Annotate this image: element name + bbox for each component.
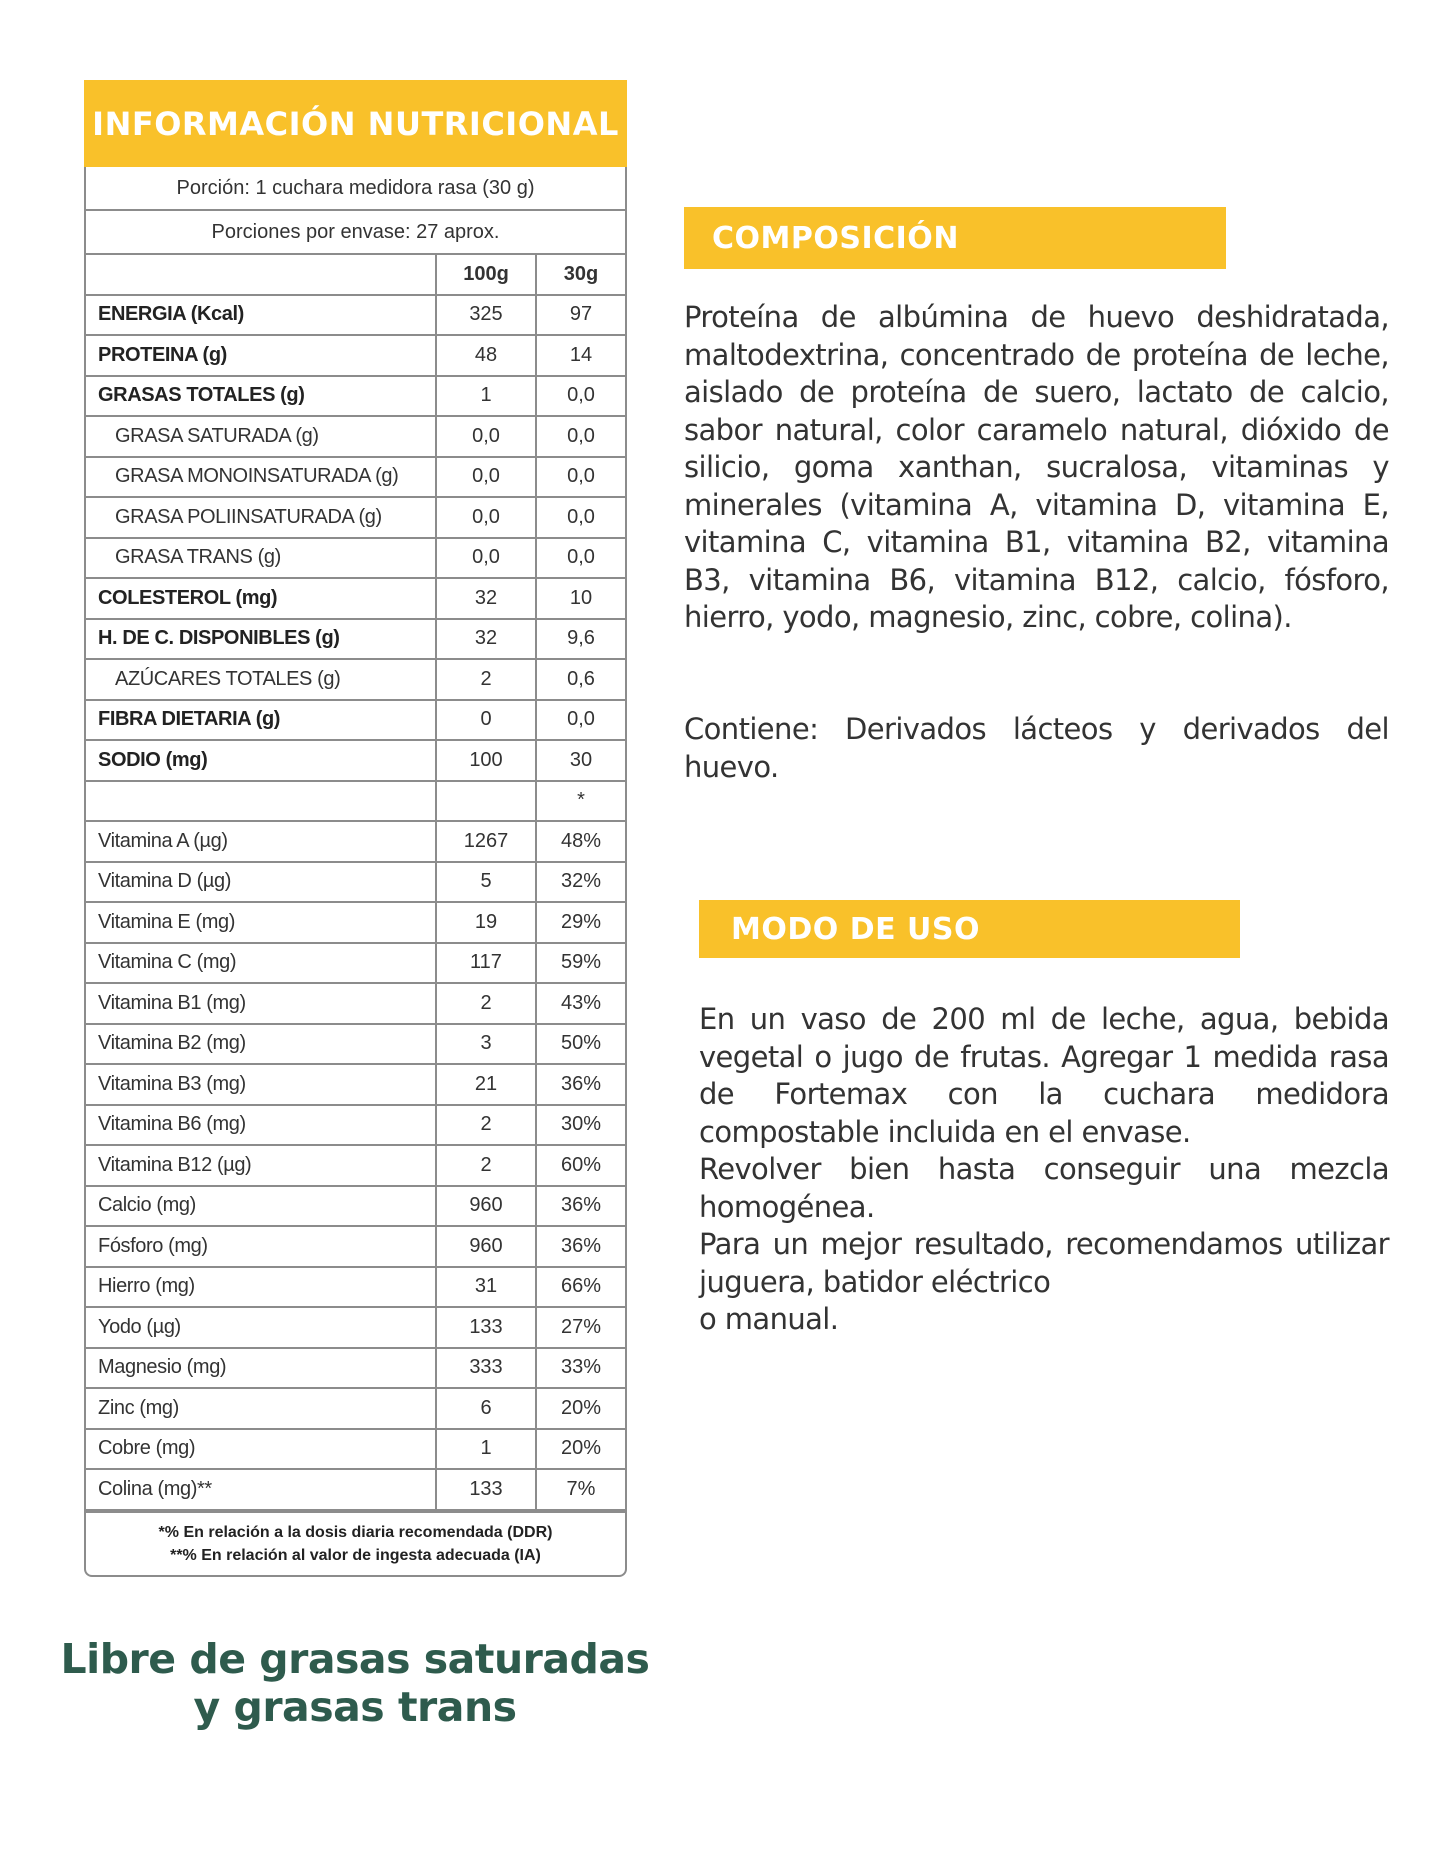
vitamin-percent: 30%: [536, 1105, 625, 1146]
table-row: [86, 1469, 625, 1510]
modo-de-uso-header: [699, 900, 1240, 958]
nutrient-value-100g: 48: [436, 335, 536, 376]
nutrient-label: GRASA POLIINSATURADA (g): [86, 497, 436, 538]
nutrient-value-100g: 0,0: [436, 538, 536, 579]
serving-size: Porción: 1 cuchara medidora rasa (30 g): [86, 167, 625, 211]
nutrient-value-30g: 0,6: [536, 659, 625, 700]
vitamin-value-100g: 2: [436, 983, 536, 1024]
nutrient-value-30g: 0,0: [536, 416, 625, 457]
modo-paragraph-3: Para un mejor resultado, recomendamos utilizar juguera, batidor eléctrico: [699, 1227, 1389, 1299]
nutrient-value-30g: 14: [536, 335, 625, 376]
table-row: [86, 1145, 625, 1186]
vitamin-label: Vitamina C (mg): [86, 943, 436, 984]
nutrient-label: GRASA SATURADA (g): [86, 416, 436, 457]
column-header-30g: 30g: [536, 255, 625, 295]
vitamin-percent: 29%: [536, 902, 625, 943]
vitamin-label: Vitamina B3 (mg): [86, 1064, 436, 1105]
vitamin-value-100g: 2: [436, 1145, 536, 1186]
table-row: [86, 1388, 625, 1429]
vitamin-percent: 59%: [536, 943, 625, 984]
vitamin-value-100g: 6: [436, 1388, 536, 1429]
nutrient-value-100g: 1: [436, 376, 536, 417]
vitamin-label: Hierro (mg): [86, 1267, 436, 1308]
nutrient-label: GRASAS TOTALES (g): [86, 376, 436, 417]
modo-de-uso-title: MODO DE USO: [731, 911, 981, 947]
vitamin-value-100g: 19: [436, 902, 536, 943]
modo-paragraph-2: Revolver bien hasta conseguir una mezcla homogénea.: [699, 1152, 1389, 1224]
modo-paragraph-3-end: o manual.: [699, 1302, 839, 1336]
percent-header-row: [86, 781, 625, 822]
table-row: [86, 578, 625, 619]
nutrient-label: COLESTEROL (mg): [86, 578, 436, 619]
slogan: [55, 1635, 655, 1731]
nutrient-label: ENERGIA (Kcal): [86, 295, 436, 336]
vitamin-percent: 7%: [536, 1469, 625, 1510]
nutrient-label: SODIO (mg): [86, 740, 436, 781]
table-row: [86, 1348, 625, 1389]
table-row: [86, 700, 625, 741]
vitamin-label: Zinc (mg): [86, 1388, 436, 1429]
table-row: [86, 295, 625, 336]
vitamin-label: Vitamina B6 (mg): [86, 1105, 436, 1146]
vitamin-percent: 27%: [536, 1307, 625, 1348]
table-row: [86, 497, 625, 538]
vitamin-label: Vitamina D (µg): [86, 862, 436, 903]
vitamin-label: Calcio (mg): [86, 1186, 436, 1227]
nutrient-value-30g: 9,6: [536, 619, 625, 660]
vitamin-label: Yodo (µg): [86, 1307, 436, 1348]
table-row: [86, 457, 625, 498]
nutrient-value-100g: 325: [436, 295, 536, 336]
table-header-row: [86, 255, 625, 295]
nutrient-value-30g: 0,0: [536, 538, 625, 579]
nutrient-value-30g: 97: [536, 295, 625, 336]
empty-header-cell: [86, 255, 436, 295]
nutrition-table: [86, 255, 625, 1511]
table-row: [86, 376, 625, 417]
table-row: [86, 983, 625, 1024]
nutrition-table-box: [84, 167, 627, 1577]
composicion-header: [684, 207, 1226, 269]
vitamin-label: Colina (mg)**: [86, 1469, 436, 1510]
vitamin-value-100g: 960: [436, 1226, 536, 1267]
modo-paragraph-1: En un vaso de 200 ml de leche, agua, bebida vegetal o jugo de frutas. Agregar 1 medida rasa de Fortemax con la cuchara medidora compostable incluida en el envase.: [699, 1002, 1389, 1149]
modo-de-uso-text: [699, 1001, 1389, 1339]
servings-per-container: Porciones por envase: 27 aprox.: [86, 211, 625, 255]
nutrient-label: GRASA TRANS (g): [86, 538, 436, 579]
vitamin-percent: 50%: [536, 1024, 625, 1065]
vitamin-value-100g: 1267: [436, 821, 536, 862]
nutrition-table-body: [86, 255, 625, 1510]
nutrient-value-30g: 10: [536, 578, 625, 619]
vitamin-percent: 36%: [536, 1226, 625, 1267]
contiene-text: Contiene: Derivados lácteos y derivados del huevo.: [684, 712, 1389, 784]
nutrient-value-100g: 2: [436, 659, 536, 700]
table-row: [86, 740, 625, 781]
vitamin-label: Fósforo (mg): [86, 1226, 436, 1267]
vitamin-label: Vitamina A (µg): [86, 821, 436, 862]
vitamin-percent: 32%: [536, 862, 625, 903]
percent-star-header: *: [536, 781, 625, 822]
vitamin-value-100g: 2: [436, 1105, 536, 1146]
nutrient-label: GRASA MONOINSATURADA (g): [86, 457, 436, 498]
vitamin-value-100g: 133: [436, 1469, 536, 1510]
nutrient-value-30g: 0,0: [536, 700, 625, 741]
nutrient-value-100g: 32: [436, 578, 536, 619]
vitamin-percent: 60%: [536, 1145, 625, 1186]
nutrient-label: FIBRA DIETARIA (g): [86, 700, 436, 741]
composicion-title: COMPOSICIÓN: [712, 220, 959, 256]
footnote-ddr: *% En relación a la dosis diaria recomendada (DDR): [158, 1523, 553, 1541]
vitamin-percent: 48%: [536, 821, 625, 862]
empty-cell: [86, 781, 436, 822]
nutrient-label: AZÚCARES TOTALES (g): [86, 659, 436, 700]
composicion-text: Proteína de albúmina de huevo deshidratada, maltodextrina, concentrado de proteína de leche, aislado de proteína de suero, lactato de calcio, sabor natural, color caramelo natural, dióxido de silicio, goma xanthan, sucralosa, vitaminas y minerales (vitamina A, vitamina D, vitamina E, vitamina C, vitamina B1, vitamina B2, vitamina B3, vitamina B6, vitamina B12, calcio, fósforo, hierro, yodo, magnesio, zinc, cobre, colina).: [684, 300, 1389, 634]
vitamin-percent: 33%: [536, 1348, 625, 1389]
nutrient-value-30g: 30: [536, 740, 625, 781]
nutrition-panel: [84, 80, 627, 1577]
vitamin-value-100g: 117: [436, 943, 536, 984]
table-row: [86, 1429, 625, 1470]
table-row: [86, 659, 625, 700]
vitamin-value-100g: 5: [436, 862, 536, 903]
vitamin-label: Magnesio (mg): [86, 1348, 436, 1389]
table-row: [86, 862, 625, 903]
vitamin-label: Vitamina B1 (mg): [86, 983, 436, 1024]
vitamin-percent: 36%: [536, 1186, 625, 1227]
table-row: [86, 1024, 625, 1065]
nutrient-value-30g: 0,0: [536, 497, 625, 538]
vitamin-percent: 20%: [536, 1388, 625, 1429]
nutrient-value-100g: 0,0: [436, 497, 536, 538]
table-row: [86, 902, 625, 943]
nutrient-value-30g: 0,0: [536, 457, 625, 498]
footnotes: [86, 1511, 625, 1575]
vitamin-label: Vitamina B2 (mg): [86, 1024, 436, 1065]
vitamin-label: Vitamina B12 (µg): [86, 1145, 436, 1186]
table-row: [86, 821, 625, 862]
vitamin-value-100g: 31: [436, 1267, 536, 1308]
slogan-line-2: y grasas trans: [193, 1683, 517, 1731]
table-row: [86, 1226, 625, 1267]
table-row: [86, 1186, 625, 1227]
table-row: [86, 416, 625, 457]
nutrient-value-100g: 0,0: [436, 457, 536, 498]
vitamin-label: Vitamina E (mg): [86, 902, 436, 943]
nutrient-value-100g: 100: [436, 740, 536, 781]
nutrient-value-100g: 32: [436, 619, 536, 660]
table-row: [86, 1105, 625, 1146]
table-row: [86, 1064, 625, 1105]
column-header-100g: 100g: [436, 255, 536, 295]
footnote-ia: **% En relación al valor de ingesta adecuada (IA): [170, 1546, 541, 1564]
vitamin-percent: 20%: [536, 1429, 625, 1470]
vitamin-value-100g: 133: [436, 1307, 536, 1348]
nutrition-title: INFORMACIÓN NUTRICIONAL: [92, 104, 619, 143]
nutrient-label: PROTEINA (g): [86, 335, 436, 376]
slogan-line-1: Libre de grasas saturadas: [60, 1635, 650, 1683]
vitamin-percent: 66%: [536, 1267, 625, 1308]
vitamin-value-100g: 333: [436, 1348, 536, 1389]
vitamin-value-100g: 960: [436, 1186, 536, 1227]
table-row: [86, 943, 625, 984]
table-row: [86, 1307, 625, 1348]
nutrition-header: [84, 80, 627, 167]
vitamin-value-100g: 21: [436, 1064, 536, 1105]
table-row: [86, 1267, 625, 1308]
table-row: [86, 335, 625, 376]
table-row: [86, 619, 625, 660]
nutrient-label: H. DE C. DISPONIBLES (g): [86, 619, 436, 660]
vitamin-label: Cobre (mg): [86, 1429, 436, 1470]
nutrient-value-30g: 0,0: [536, 376, 625, 417]
vitamin-value-100g: 1: [436, 1429, 536, 1470]
vitamin-percent: 43%: [536, 983, 625, 1024]
nutrient-value-100g: 0,0: [436, 416, 536, 457]
nutrient-value-100g: 0: [436, 700, 536, 741]
empty-cell: [436, 781, 536, 822]
vitamin-percent: 36%: [536, 1064, 625, 1105]
table-row: [86, 538, 625, 579]
vitamin-value-100g: 3: [436, 1024, 536, 1065]
